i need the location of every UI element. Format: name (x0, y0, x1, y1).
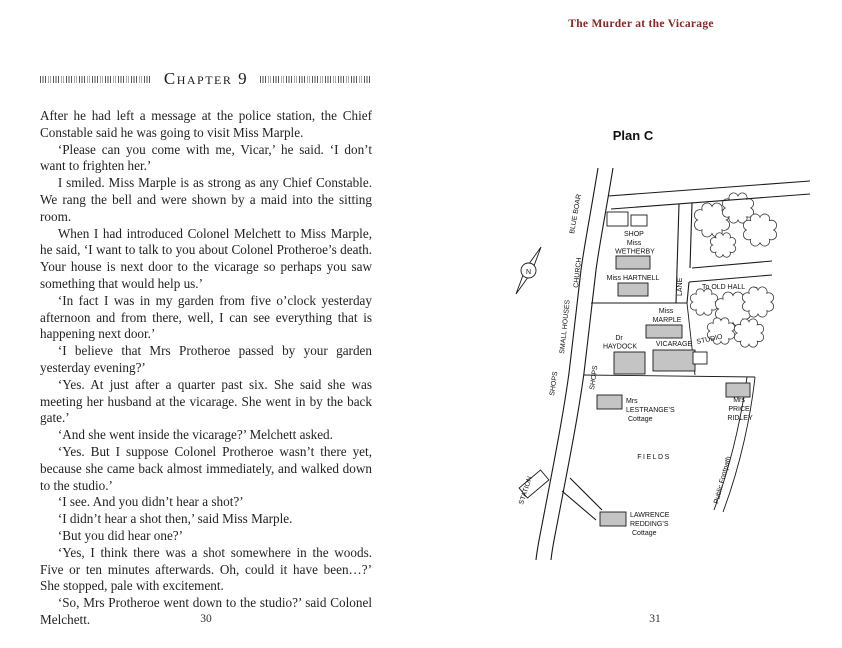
label-marple: Miss MARPLE (652, 308, 682, 324)
tree-icon (690, 289, 717, 315)
paragraph: ‘But you did hear one?’ (57, 527, 184, 543)
old-hall-road-upper-line (692, 261, 772, 268)
label-blue-boar: BLUE BOAR (569, 193, 583, 235)
label-shop: SHOP (624, 231, 644, 238)
top-road-upper-line (608, 181, 810, 196)
label-haydock: Dr HAYDOCK (602, 335, 638, 351)
label-price-ridley: Mrs PRICE RIDLEY (727, 397, 753, 422)
vicarage-house (653, 350, 695, 371)
old-hall-arrow-icon: → (752, 284, 759, 291)
chapter-heading-row (40, 70, 372, 88)
label-wetherby: Miss WETHERBY (615, 240, 655, 256)
redding-road-upper-line (570, 478, 602, 510)
paragraph: ‘I see. And you didn’t hear a shot?’ (57, 494, 244, 510)
shop-building-2 (631, 215, 647, 226)
main-road-left-line (536, 168, 598, 560)
label-studio: STUDIO (695, 333, 724, 346)
label-public-footpath: Public Footpath (713, 455, 733, 505)
label-lawrence-redding: LAWRENCE REDDING’S Cottage (630, 512, 670, 537)
label-church: CHURCH (573, 257, 584, 289)
paragraph: I smiled. Miss Marple is as strong as any Chief Constable. We rang the bell and were shown by a maid into the sitting room. (40, 175, 372, 224)
boundary-bottom (584, 375, 755, 377)
label-lestrange: Mrs LESTRANGE’S Cottage (626, 398, 675, 423)
compass (516, 247, 541, 294)
paragraph: ‘I didn’t hear a shot then,’ said Miss Marple. (57, 511, 293, 527)
shop-building-1 (607, 212, 628, 226)
paragraph: ‘I believe that Mrs Protheroe passed by your garden yesterday evening?’ (40, 343, 372, 375)
paragraph: ‘Please can you come with me, Vicar,’ he said. ‘I don’t want to frighten her.’ (40, 141, 372, 174)
paragraph: ‘So, Mrs Protheroe went down to the studio?’ said Colonel Melchett. (40, 595, 372, 627)
page-number-left: 30 (200, 613, 212, 625)
wetherby-house (616, 256, 650, 269)
plan-title: Plan C (612, 128, 654, 143)
village-map (490, 112, 820, 572)
body-text (40, 108, 372, 629)
label-shops-right: SHOPS (589, 365, 600, 391)
paragraph: ‘Yes. But I suppose Colonel Protheroe wasn’t there yet, because she came back almost immediately, and walked down to the studio.’ (40, 443, 372, 493)
chapter-rule-right (260, 76, 372, 83)
paragraph: ‘And she went inside the vicarage?’ Melchett asked. (57, 427, 333, 443)
left-page (40, 70, 372, 629)
paragraph: ‘Yes, I think there was a shot somewhere in the woods. Five or ten minutes afterwards. Oh, could it have been…?’ She stopped, pale with excitement. (40, 544, 372, 594)
trees (690, 193, 776, 347)
hartnell-house (618, 283, 648, 296)
lane-right-line-lower (687, 282, 689, 303)
redding-road-lower-line (562, 491, 596, 520)
lane-right-line-upper (690, 203, 692, 268)
label-to-old-hall: To OLD HALL (702, 284, 746, 291)
tree-icon (743, 214, 776, 246)
label-fields: FIELDS (637, 454, 671, 461)
label-small-houses: SMALL HOUSES (559, 299, 572, 355)
label-vicarage: VICARAGE (655, 341, 693, 348)
compass-north-label: N (525, 269, 532, 276)
main-road-right-line (551, 168, 613, 560)
page-number-right: 31 (649, 613, 661, 625)
old-hall-road-lower-line (689, 275, 772, 282)
label-station: STATION (518, 475, 534, 506)
label-shops-left: SHOPS (549, 371, 560, 397)
paragraph: After he had left a message at the police station, the Chief Constable said he was going to visit Miss Marple. (40, 108, 372, 140)
buildings (519, 212, 750, 526)
price-ridley-house (726, 383, 750, 397)
lawrence-redding-cottage-building (600, 512, 626, 526)
label-hartnell: Miss HARTNELL (606, 275, 660, 282)
studio-building (693, 352, 707, 364)
lestrange-cottage-building (597, 395, 622, 409)
paragraph: ‘Yes. At just after a quarter past six. She said she was meeting her husband at the vicarage. She went in by the back gate.’ (40, 376, 372, 426)
paragraph: When I had introduced Colonel Melchett to Miss Marple, he said, ‘I want to talk to you about Colonel Protheroe’s death. Your house is next door to the vicarage so perhaps you saw something that would help us.’ (40, 225, 372, 291)
marple-house (646, 325, 682, 338)
chapter-rule-left (40, 76, 152, 83)
running-header: The Murder at the Vicarage (568, 18, 714, 30)
chapter-title: Chapter 9 (163, 69, 249, 88)
paragraph: ‘In fact I was in my garden from five o’clock yesterday afternoon and from there, well, I can see everything that is happening next door.’ (40, 292, 372, 342)
haydock-house (614, 352, 645, 374)
label-lane: LANE (677, 277, 684, 296)
